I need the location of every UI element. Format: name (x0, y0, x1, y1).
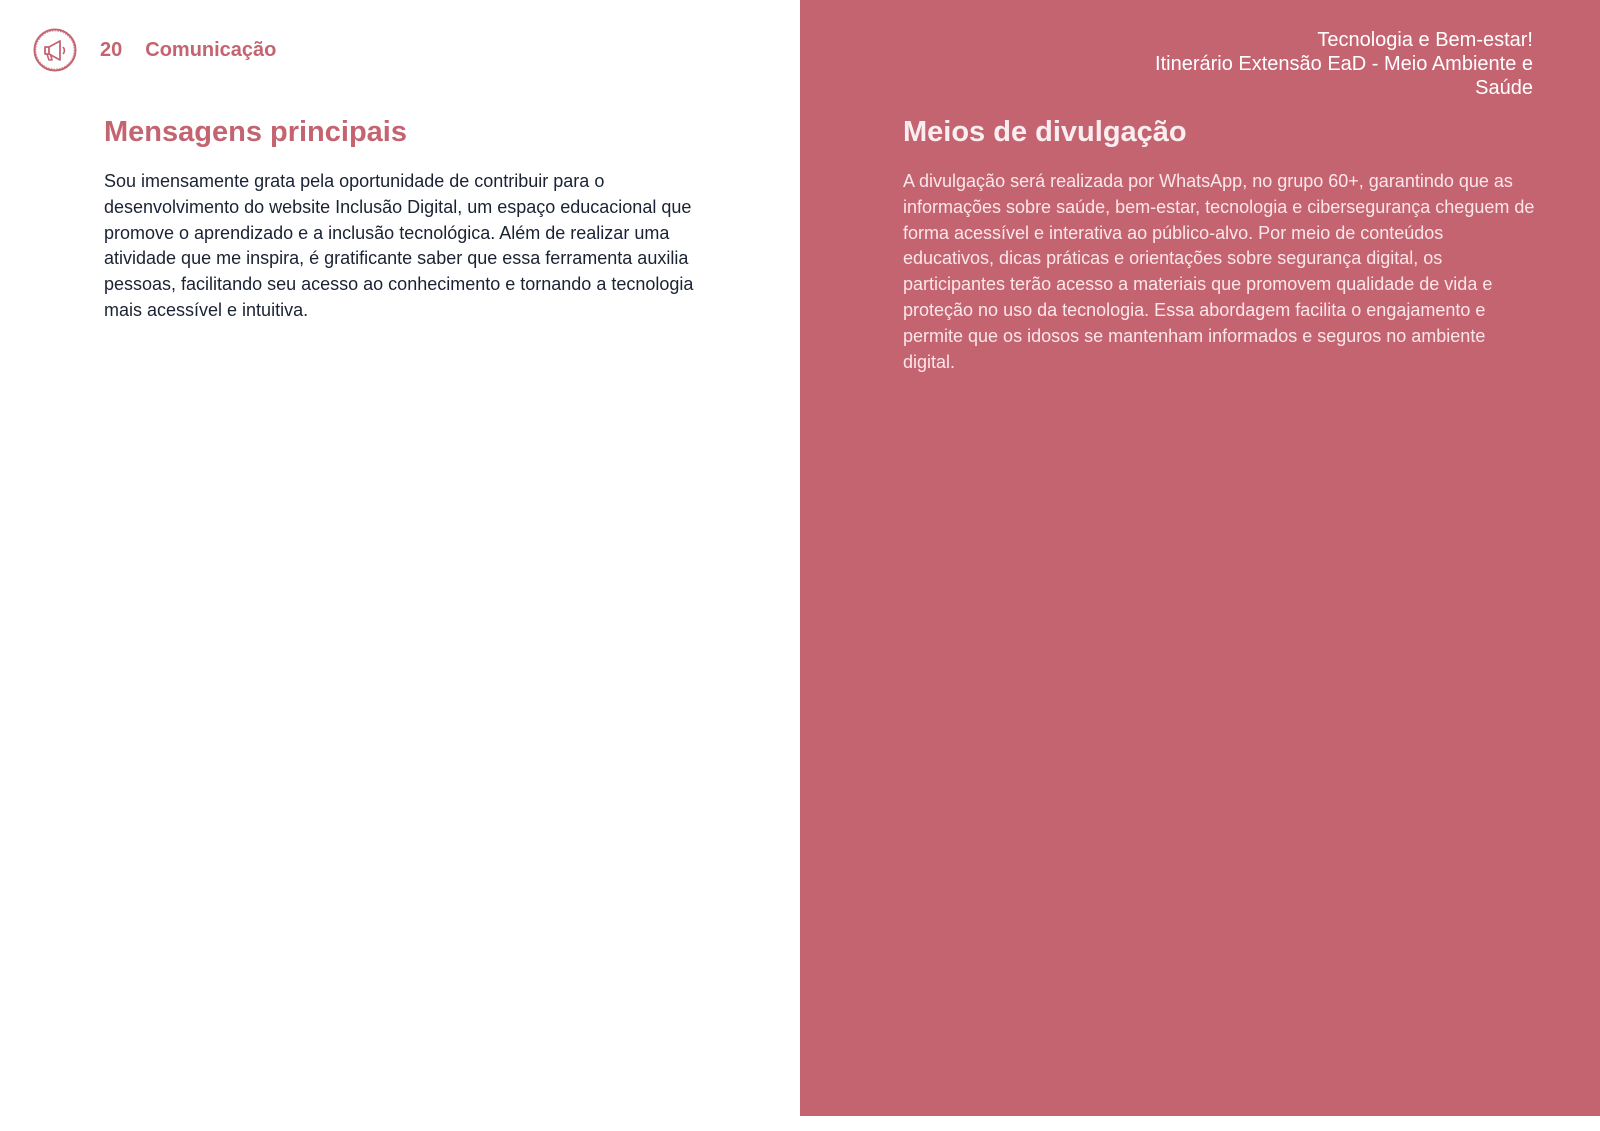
document-title (1033, 28, 1533, 100)
document-title-line: Saúde (1475, 77, 1533, 99)
main-messages-heading: Mensagens principais (104, 116, 407, 148)
section-title: Comunicação (145, 38, 277, 61)
document-title-line: Tecnologia e Bem-estar! (1317, 29, 1533, 51)
page-number: 20 (100, 38, 123, 61)
right-panel (800, 0, 1600, 1116)
main-messages-text: Sou imensamente grata pela oportunidade de contribuir para o desenvolvimento do website Inclusão Digital, um espaço educacional que promove o aprendizado e a inclusão tecnológica. Além de realizar uma atividade que me inspira, é gratificante saber que essa ferramenta auxilia pessoas, facilitando seu acesso ao conhecimento e tornando a tecnologia mais acessível e intuitiva. (104, 171, 694, 320)
document-title-line: Itinerário Extensão EaD - Meio Ambiente e (1155, 53, 1533, 75)
dissemination-text: A divulgação será realizada por WhatsApp, no grupo 60+, garantindo que as informações sobre saúde, bem-estar, tecnologia e cibersegurança cheguem de forma acessível e interativa ao público-alvo. Por meio de conteúdos educativos, dicas práticas e orientações sobre segurança digital, os participantes terão acesso a materiais que promovem qualidade de vida e proteção no uso da tecnologia. Essa abordagem facilita o engajamento e permite que os idosos se mantenham informados e seguros no ambiente digital. (903, 171, 1535, 372)
page-header (33, 27, 276, 73)
megaphone-icon (33, 28, 77, 72)
dissemination-heading: Meios de divulgação (903, 116, 1187, 148)
